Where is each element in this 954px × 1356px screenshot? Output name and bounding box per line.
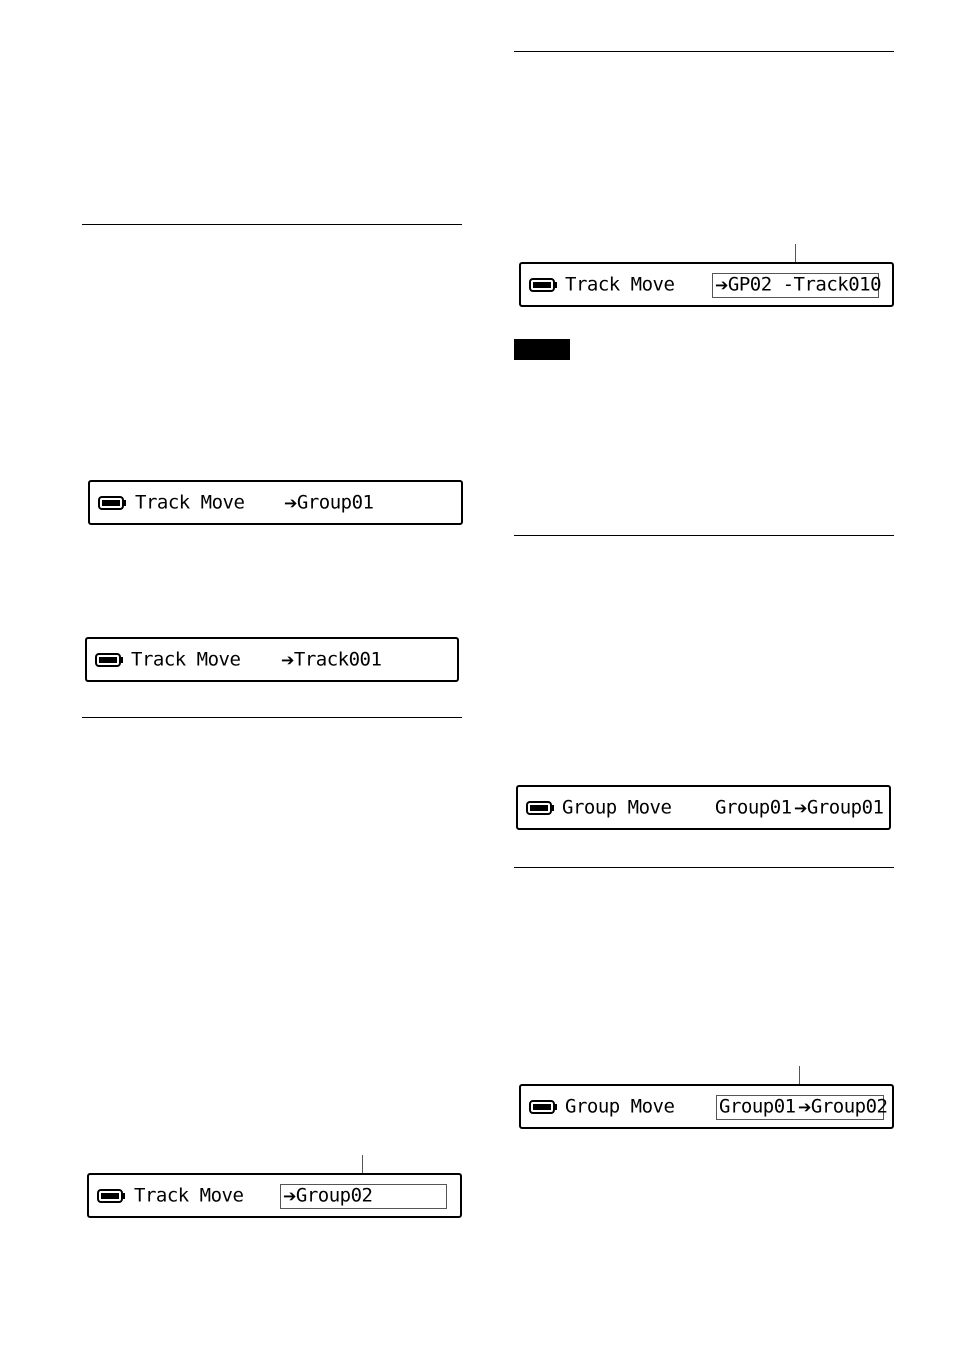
- right-arrow-icon: ➔: [715, 275, 728, 294]
- lcd-display-group-move-group02: [519, 1084, 894, 1129]
- display-title: Track Move: [134, 1184, 244, 1206]
- battery-icon: [526, 800, 554, 816]
- destination-label: Group01: [296, 491, 374, 513]
- battery-icon: [529, 277, 557, 293]
- right-arrow-icon: ➔: [283, 1186, 296, 1205]
- display-value: [283, 1186, 372, 1205]
- battery-icon: [97, 1188, 125, 1204]
- display-title: Track Move: [131, 648, 241, 670]
- right-arrow-icon: ➔: [798, 1097, 811, 1116]
- battery-icon: [529, 1099, 557, 1115]
- right-arrow-icon: ➔: [281, 650, 294, 669]
- destination-label: Track001: [293, 648, 382, 670]
- destination-label: Group02: [810, 1095, 888, 1117]
- destination-label: GP02 -Track010: [727, 273, 882, 295]
- battery-icon: [98, 495, 126, 511]
- lcd-display-group-move-group01: [516, 785, 891, 830]
- display-title: Group Move: [562, 796, 672, 818]
- lcd-display-track-move-gp02-track010: [519, 262, 894, 307]
- note-badge: [514, 339, 570, 360]
- display-value: [284, 493, 373, 512]
- section-rule-left-1: [82, 224, 462, 225]
- section-rule-right-2: [514, 535, 894, 536]
- section-rule-left-2: [82, 717, 462, 718]
- lcd-display-track-move-group01: [88, 480, 463, 525]
- battery-icon: [95, 652, 123, 668]
- display-value: [715, 275, 881, 294]
- destination-label: Group01: [806, 796, 884, 818]
- section-rule-right-1: [514, 51, 894, 52]
- right-arrow-icon: ➔: [284, 493, 297, 512]
- display-title: Group Move: [565, 1095, 675, 1117]
- display-title: Track Move: [135, 491, 245, 513]
- destination-label: Group02: [295, 1184, 373, 1206]
- display-title: Track Move: [565, 273, 675, 295]
- section-rule-right-3: [514, 867, 894, 868]
- right-arrow-icon: ➔: [794, 798, 807, 817]
- lcd-display-track-move-group02: [87, 1173, 462, 1218]
- display-value: [794, 798, 883, 817]
- display-value: [281, 650, 381, 669]
- lcd-display-track-move-track001: [85, 637, 459, 682]
- display-value: [798, 1097, 887, 1116]
- source-label: Group01: [715, 796, 792, 818]
- source-label: Group01: [719, 1095, 796, 1117]
